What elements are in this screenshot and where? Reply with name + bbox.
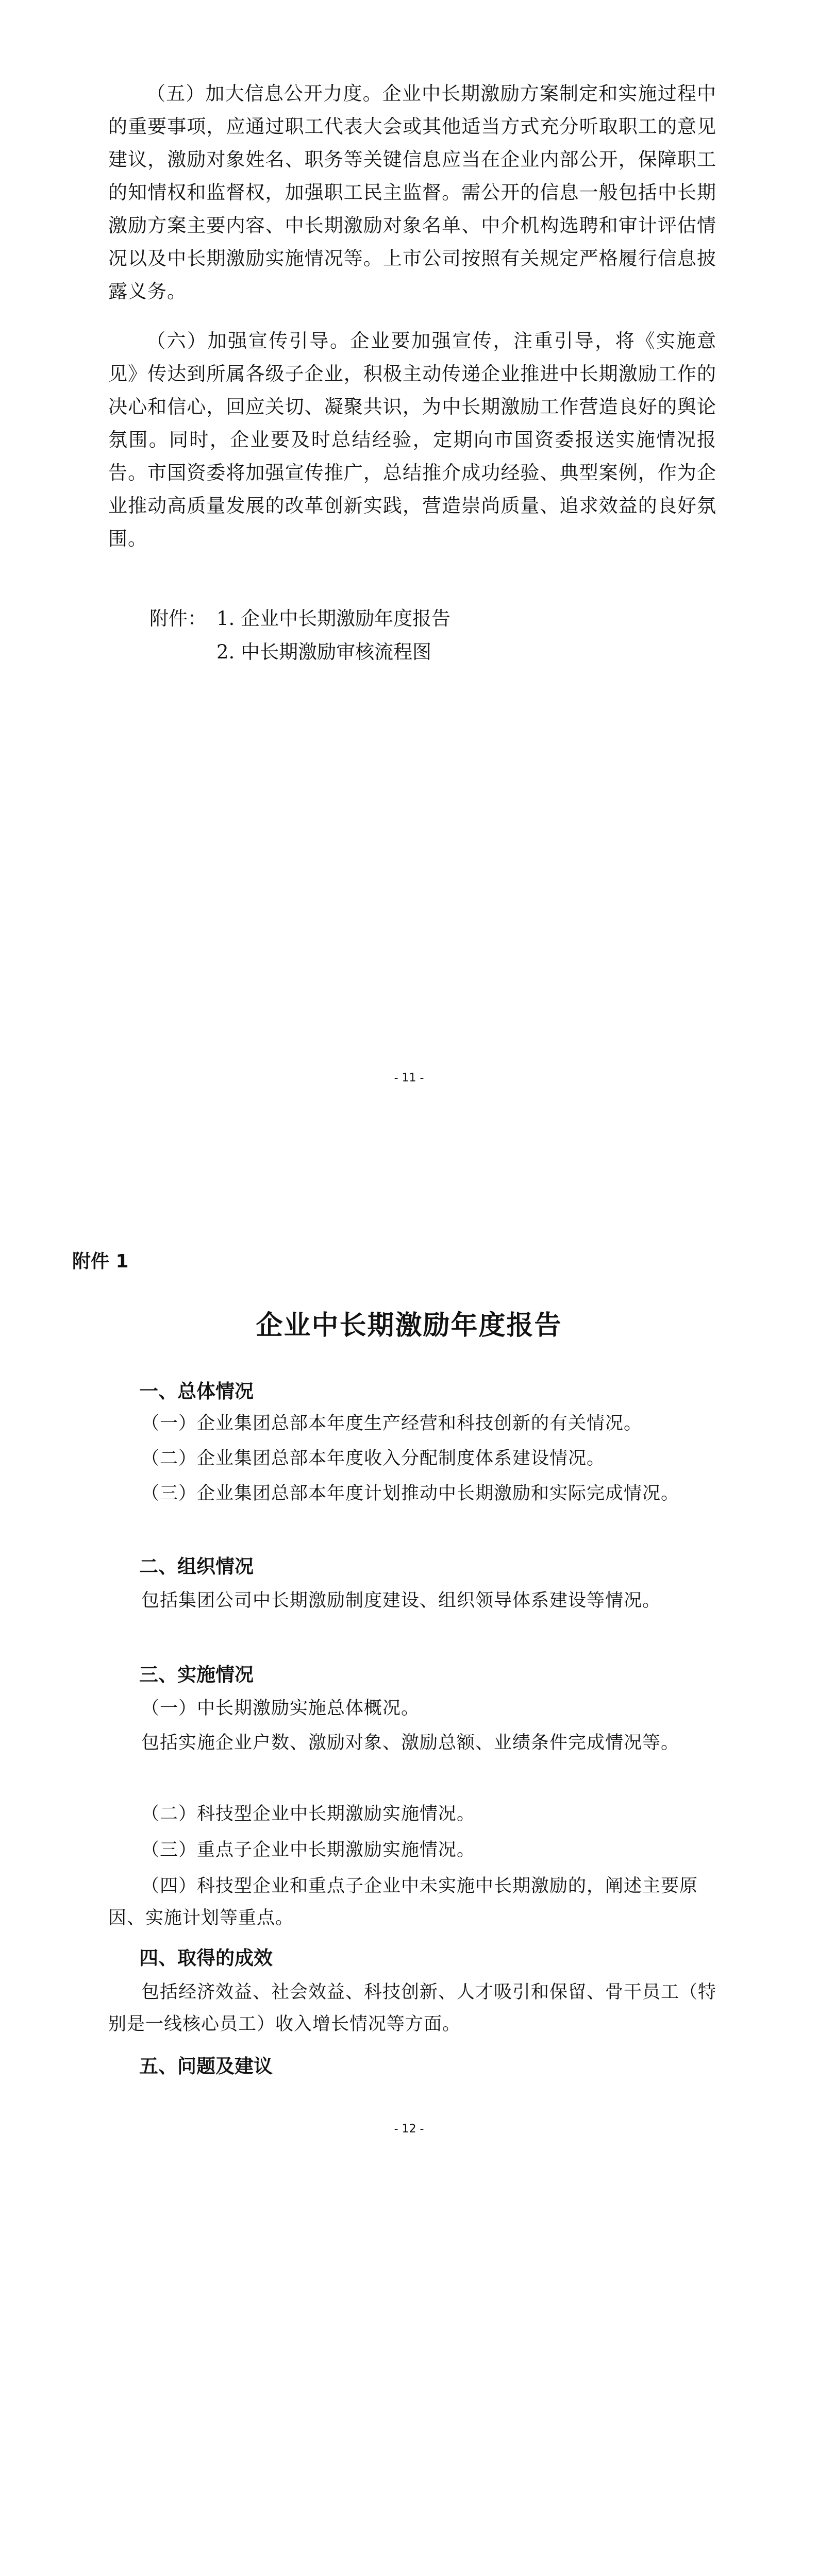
paragraph-publicity: （六）加强宣传引导。企业要加强宣传，注重引导，将《实施意见》传达到所属各级子企业，积极主动传递企业推进中长期激励工作的决心和信心，回应关切、凝聚共识，为中长期激励工作营造良好的舆论氛围。同时，企业要及时总结经验，定期向市国资委报送实施情况报告。市国资委将加强宣传推广，总结推介成功经验、典型案例，作为企业推动高质量发展的改革创新实践，营造崇尚质量、追求效益的良好氛围。 <box>108 330 716 550</box>
report-item: 包括实施企业户数、激励对象、激励总额、业绩条件完成情况等。 <box>141 1733 680 1753</box>
report-item: （一）中长期激励实施总体概况。 <box>141 1698 420 1719</box>
report-title: 企业中长期激励年度报告 <box>256 1310 562 1341</box>
section-heading-4: 四、取得的成效 <box>139 1947 273 1969</box>
section-heading-5: 五、问题及建议 <box>139 2055 273 2077</box>
page-11 <box>0 0 818 1123</box>
annex-label: 附件 1 <box>72 1251 129 1272</box>
page-number: - 11 - <box>394 1072 424 1084</box>
attachment-item-2: 2. 中长期激励审核流程图 <box>216 641 432 663</box>
report-item: （一）企业集团总部本年度生产经营和科技创新的有关情况。 <box>141 1413 643 1434</box>
attachment-item-1: 1. 企业中长期激励年度报告 <box>216 607 451 630</box>
report-item: 包括经济效益、社会效益、科技创新、人才吸引和保留、骨干员工（特别是一线核心员工）收入增长情况等方面。 <box>108 1982 717 2035</box>
report-item: 包括集团公司中长期激励制度建设、组织领导体系建设等情况。 <box>141 1590 661 1611</box>
report-item: （三）重点子企业中长期激励实施情况。 <box>141 1840 476 1860</box>
report-item: （三）企业集团总部本年度计划推动中长期激励和实际完成情况。 <box>141 1483 680 1504</box>
report-item: （二）企业集团总部本年度收入分配制度体系建设情况。 <box>141 1448 606 1469</box>
section-heading-2: 二、组织情况 <box>139 1555 254 1578</box>
page-12 <box>0 1154 818 2277</box>
attachment-label: 附件： <box>149 607 207 630</box>
section-heading-1: 一、总体情况 <box>139 1380 254 1402</box>
paragraph-info-disclosure: （五）加大信息公开力度。企业中长期激励方案制定和实施过程中的重要事项，应通过职工代表大会或其他适当方式充分听取职工的意见建议，激励对象姓名、职务等关键信息应当在企业内部公开，保障职工的知情权和监督权，加强职工民主监督。需公开的信息一般包括中长期激励方案主要内容、中长期激励对象名单、中介机构选聘和审计评估情况以及中长期激励实施情况等。上市公司按照有关规定严格履行信息披露义务。 <box>108 82 716 302</box>
section-heading-3: 三、实施情况 <box>139 1664 254 1686</box>
report-item: （二）科技型企业中长期激励实施情况。 <box>141 1804 476 1824</box>
page-number: - 12 - <box>394 2123 424 2136</box>
report-item: （四）科技型企业和重点子企业中未实施中长期激励的，阐述主要原因、实施计划等重点。 <box>108 1876 698 1928</box>
